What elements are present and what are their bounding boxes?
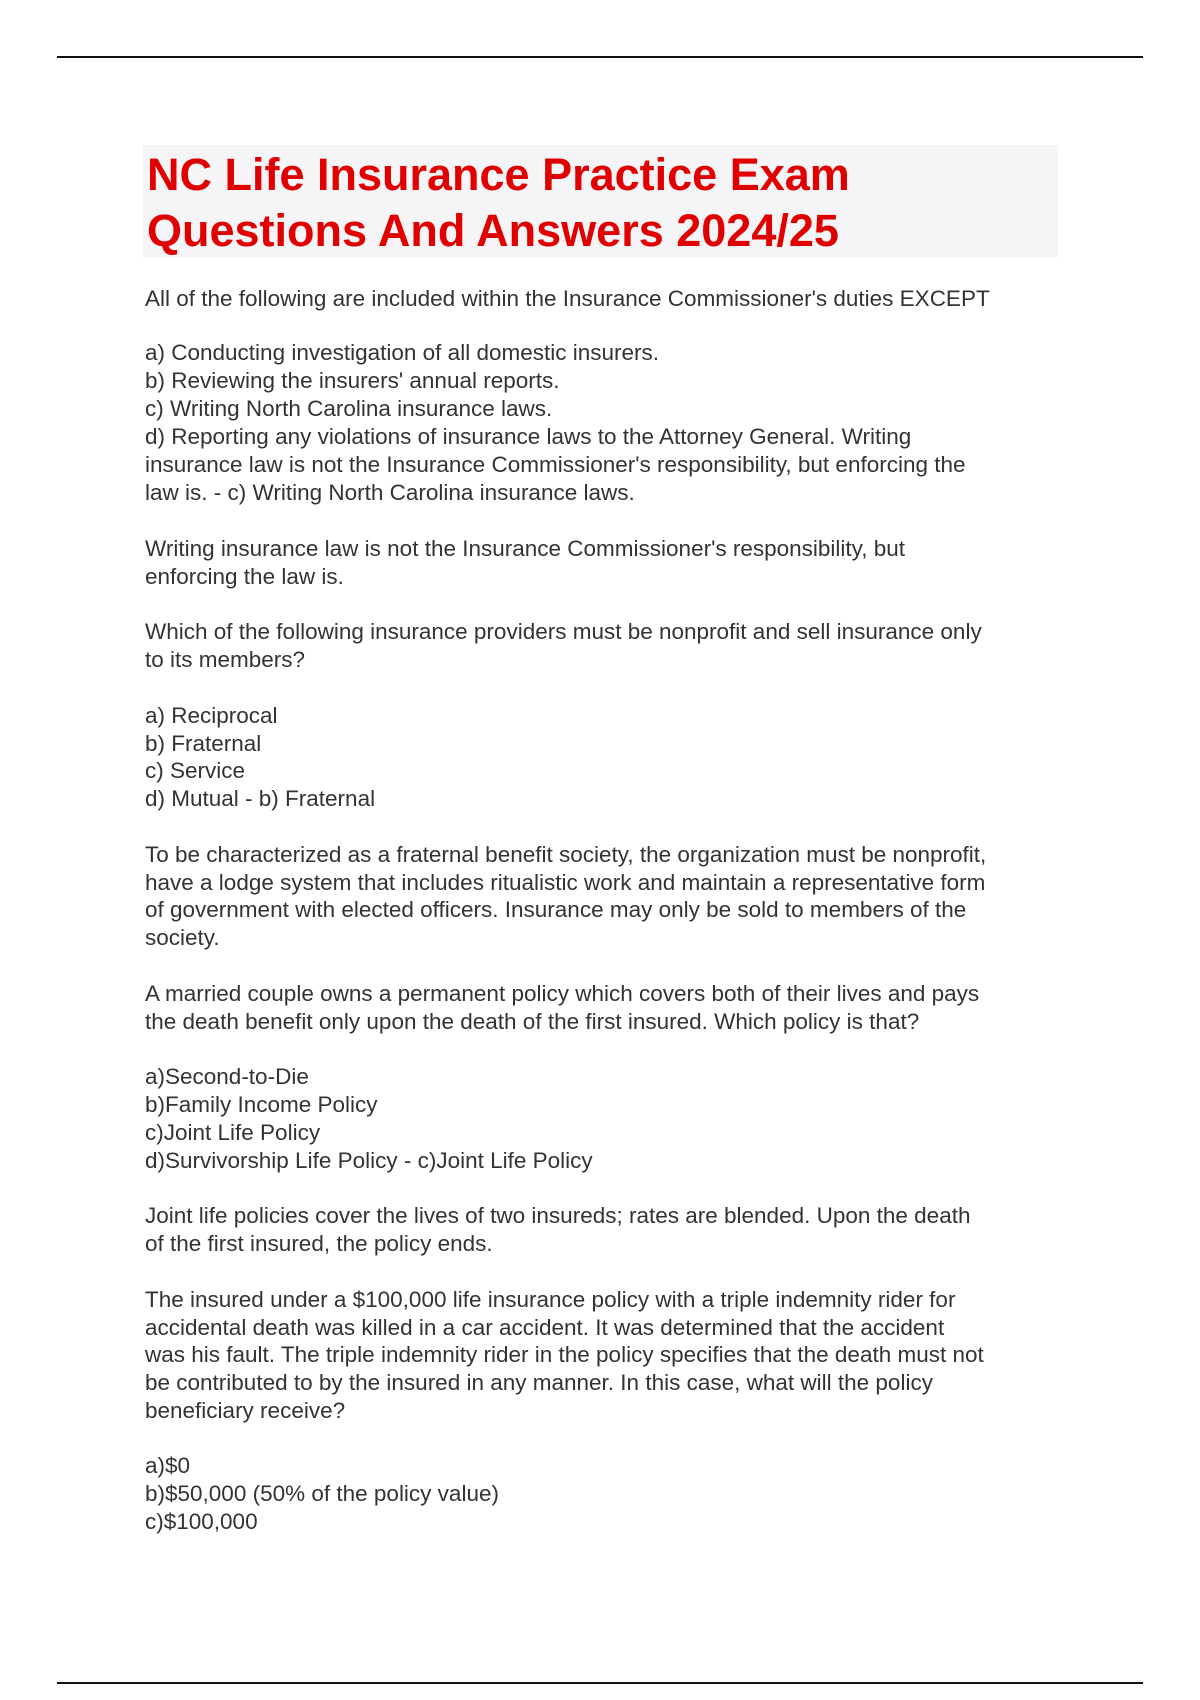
question-2-option-c: c) Service (145, 758, 246, 783)
question-3-text-line-2: the death benefit only upon the death of the first insured. Which policy is that? (145, 1009, 920, 1034)
bottom-rule (57, 1682, 1143, 1684)
question-1-option-d-line-2: insurance law is not the Insurance Commissioner's responsibility, but enforcing the (145, 452, 966, 477)
question-1-option-b: b) Reviewing the insurers' annual reports. (145, 368, 560, 393)
question-4-text-line-5: beneficiary receive? (145, 1398, 346, 1423)
document-title-line-2: Questions And Answers 2024/25 (147, 205, 839, 256)
question-2-explanation-line-1: To be characterized as a fraternal benefit society, the organization must be nonprofit, (145, 842, 987, 867)
question-2-explanation-line-3: of government with elected officers. Insurance may only be sold to members of the (145, 897, 967, 922)
question-2-text-line-1: Which of the following insurance providers must be nonprofit and sell insurance only (145, 619, 982, 644)
question-1-option-c: c) Writing North Carolina insurance laws. (145, 396, 553, 421)
question-2-explanation-line-4: society. (145, 925, 220, 950)
question-4-text-line-1: The insured under a $100,000 life insurance policy with a triple indemnity rider for (145, 1287, 956, 1312)
question-1-option-d-line-1: d) Reporting any violations of insurance laws to the Attorney General. Writing (145, 424, 912, 449)
question-2-option-a: a) Reciprocal (145, 703, 278, 728)
top-rule (57, 56, 1143, 58)
question-3-option-d-answer: d)Survivorship Life Policy - c)Joint Life Policy (145, 1148, 593, 1173)
document-title-line-1: NC Life Insurance Practice Exam (147, 149, 850, 200)
question-2-explanation-line-2: have a lodge system that includes ritualistic work and maintain a representative form (145, 870, 986, 895)
title-banner (143, 145, 1058, 257)
question-4-option-a: a)$0 (145, 1453, 191, 1478)
question-1-option-a: a) Conducting investigation of all domestic insurers. (145, 340, 660, 365)
question-4-text-line-2: accidental death was killed in a car accident. It was determined that the accident (145, 1315, 945, 1340)
question-1-answer-line: law is. - c) Writing North Carolina insurance laws. (145, 480, 635, 505)
question-4-text-line-4: be contributed to by the insured in any manner. In this case, what will the policy (145, 1370, 933, 1395)
question-3-option-c: c)Joint Life Policy (145, 1120, 321, 1145)
question-4-option-b: b)$50,000 (50% of the policy value) (145, 1481, 499, 1506)
question-3-option-a: a)Second-to-Die (145, 1064, 309, 1089)
question-4-option-c: c)$100,000 (145, 1509, 258, 1534)
question-2-option-b: b) Fraternal (145, 731, 262, 756)
question-4-text-line-3: was his fault. The triple indemnity rider in the policy specifies that the death must not (145, 1342, 984, 1367)
question-2-text-line-2: to its members? (145, 647, 306, 672)
question-3-text-line-1: A married couple owns a permanent policy which covers both of their lives and pays (145, 981, 980, 1006)
question-3-explanation-line-2: of the first insured, the policy ends. (145, 1231, 493, 1256)
question-1-explanation-line-2: enforcing the law is. (145, 564, 344, 589)
question-1-explanation-line-1: Writing insurance law is not the Insurance Commissioner's responsibility, but (145, 536, 906, 561)
question-3-option-b: b)Family Income Policy (145, 1092, 378, 1117)
question-2-option-d-answer: d) Mutual - b) Fraternal (145, 786, 376, 811)
question-3-explanation-line-1: Joint life policies cover the lives of two insureds; rates are blended. Upon the death (145, 1203, 971, 1228)
question-1-text: All of the following are included within the Insurance Commissioner's duties EXCEPT (145, 286, 990, 311)
